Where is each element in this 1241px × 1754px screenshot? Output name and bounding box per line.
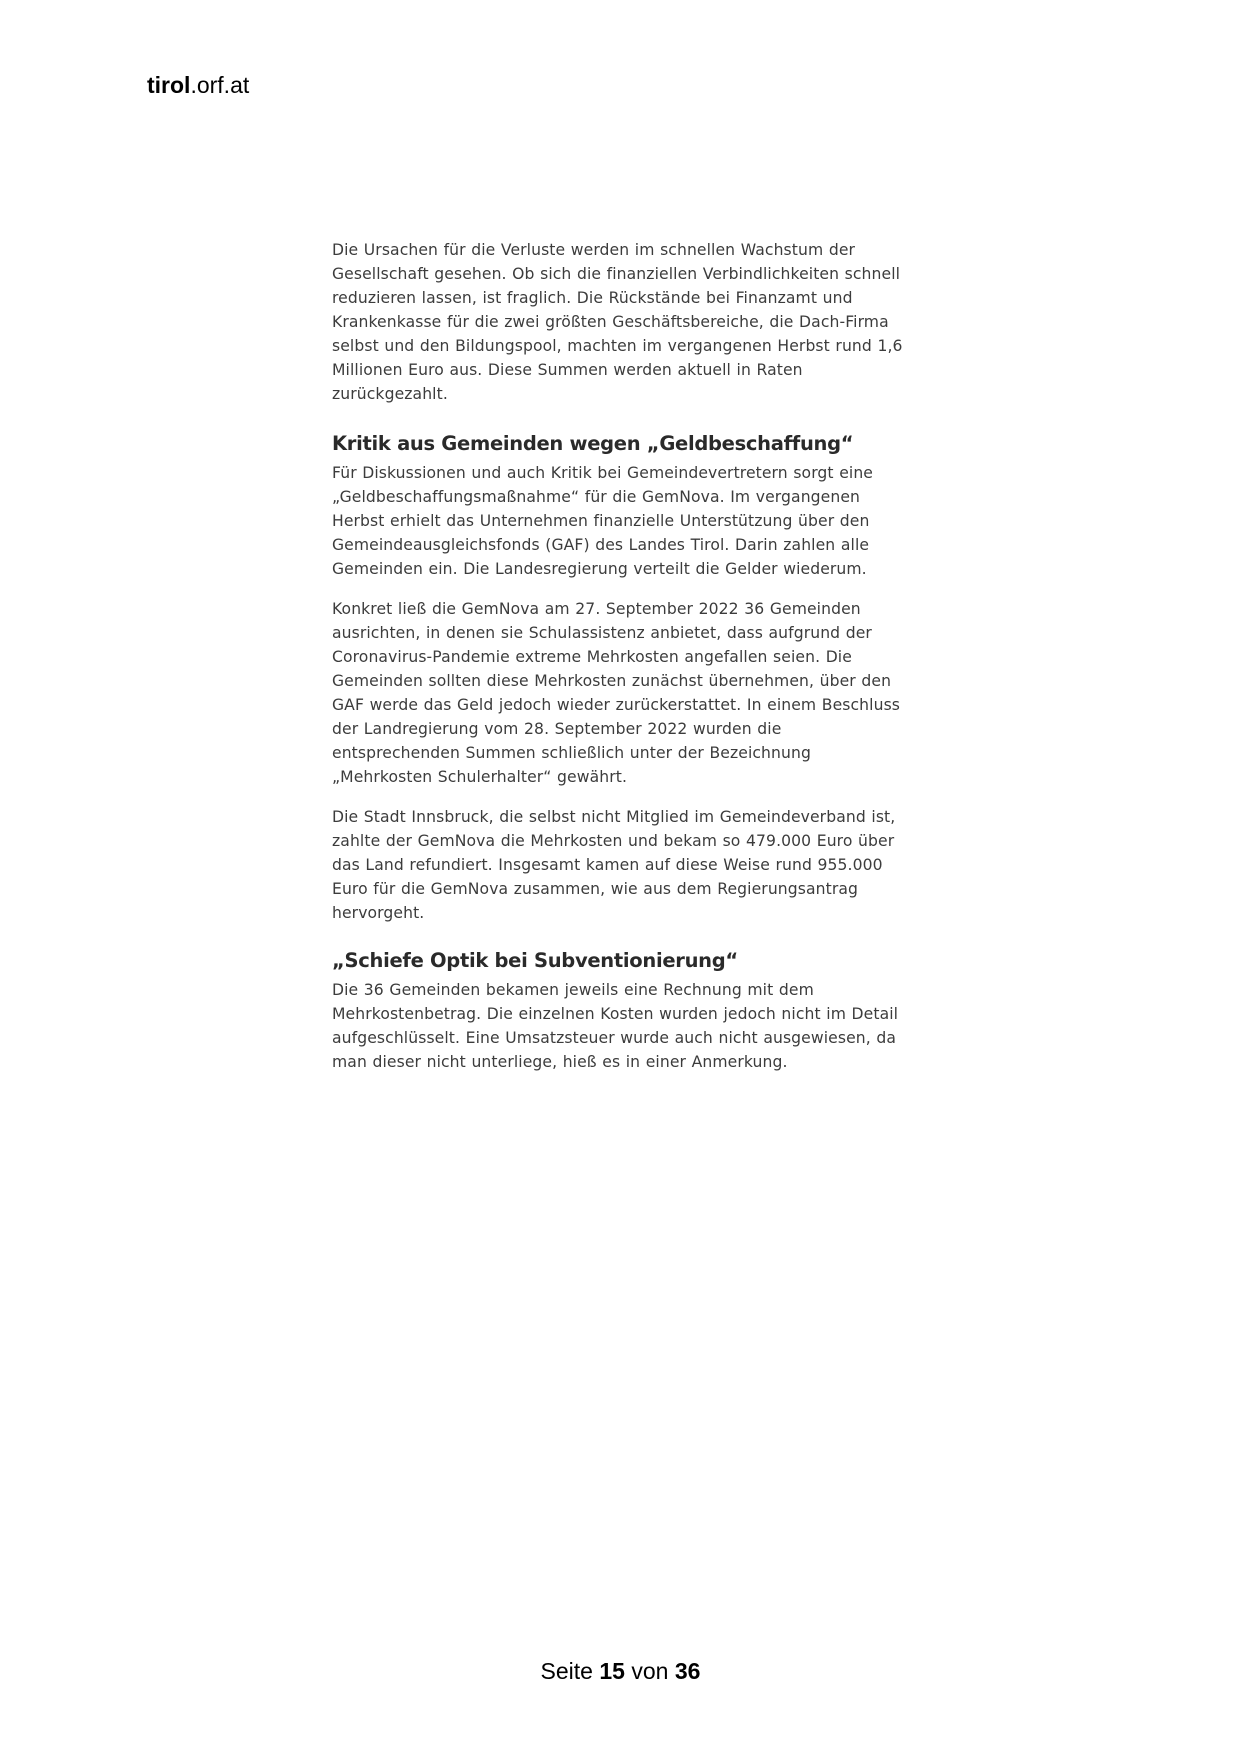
intro-paragraph: Die Ursachen für die Verluste werden im schnellen Wachstum der Gesellschaft gesehen. Ob sich die finanziellen Verbindlichkeiten schnell reduzieren lassen, ist fraglich. Die Rückstände bei Finanzamt und Krankenkasse für die zwei größten Geschäftsbereiche, die Dach-Firma selbst und den Bildungspool, machten im vergangenen Herbst rund 1,6 Millionen Euro aus. Diese Summen werden aktuell in Raten zurückgezahlt. [332, 241, 903, 403]
page-number [0, 1658, 1241, 1685]
total-pages: 36 [674, 1658, 701, 1684]
paragraph: Für Diskussionen und auch Kritik bei Gemeindevertretern sorgt eine „Geldbeschaffungsmaßnahme“ für die GemNova. Im vergangenen Herbst erhielt das Unternehmen finanzielle Unterstützung über den Gemeindeausgleichsfonds (GAF) des Landes Tirol. Darin zahlen alle Gemeinden ein. Die Landesregierung verteilt die Gelder wiederum. [332, 464, 873, 578]
site-label [147, 74, 249, 97]
site-label-bold: tirol [147, 72, 191, 98]
page-prefix: Seite [540, 1658, 593, 1684]
current-page: 15 [599, 1658, 625, 1684]
paragraph: Die 36 Gemeinden bekamen jeweils eine Rechnung mit dem Mehrkostenbetrag. Die einzelnen Kosten wurden jedoch nicht im Detail aufgeschlüsselt. Eine Umsatzsteuer wurde auch nicht ausgewiesen, da man dieser nicht unterliege, hieß es in einer Anmerkung. [332, 981, 899, 1071]
article-body [332, 238, 912, 1074]
page-separator: von [631, 1658, 669, 1684]
section-geldbeschaffung [332, 430, 912, 925]
section-heading: Kritik aus Gemeinden wegen „Geldbeschaffung“ [332, 432, 854, 455]
paragraph: Die Stadt Innsbruck, die selbst nicht Mitglied im Gemeindeverband ist, zahlte der GemNova die Mehrkosten und bekam so 479.000 Euro über das Land refundiert. Insgesamt kamen auf diese Weise rund 955.000 Euro für die GemNova zusammen, wie aus dem Regierungsantrag hervorgeht. [332, 808, 896, 922]
section-heading: „Schiefe Optik bei Subventionierung“ [332, 949, 738, 972]
paragraph: Konkret ließ die GemNova am 27. September 2022 36 Gemeinden ausrichten, in denen sie Schulassistenz anbietet, dass aufgrund der Coronavirus-Pandemie extreme Mehrkosten angefallen seien. Die Gemeinden sollten diese Mehrkosten zunächst übernehmen, über den GAF werde das Geld jedoch wieder zurückerstattet. In einem Beschluss der Landregierung vom 28. September 2022 wurden die entsprechenden Summen schließlich unter der Bezeichnung „Mehrkosten Schulerhalter“ gewährt. [332, 600, 901, 786]
site-label-domain: .orf.at [190, 72, 250, 98]
section-schiefe-optik [332, 947, 912, 1074]
